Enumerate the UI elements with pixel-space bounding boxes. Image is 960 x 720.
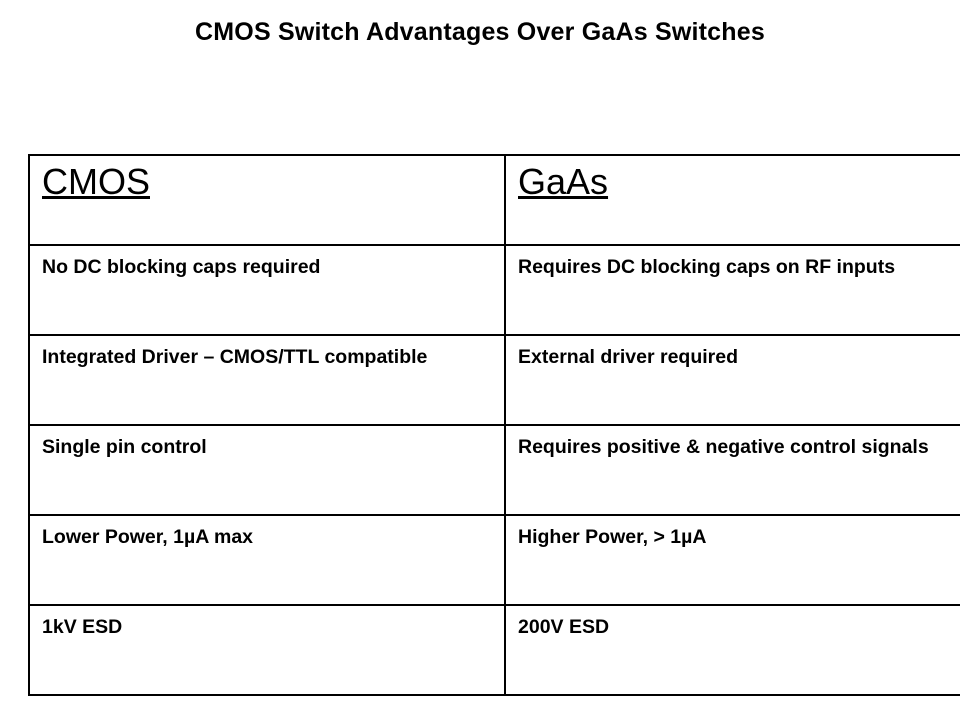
table-cell-cmos: Lower Power, 1µA max xyxy=(29,515,505,605)
table-row xyxy=(29,335,960,425)
table-cell-gaas: Requires DC blocking caps on RF inputs xyxy=(505,245,960,335)
table-cell-gaas: External driver required xyxy=(505,335,960,425)
table-cell-cmos: No DC blocking caps required xyxy=(29,245,505,335)
table-header-label-cmos: CMOS xyxy=(42,161,150,202)
table-cell-gaas: 200V ESD xyxy=(505,605,960,695)
table-cell-gaas: Requires positive & negative control signals xyxy=(505,425,960,515)
table-cell-cmos: 1kV ESD xyxy=(29,605,505,695)
table-cell-cmos: Integrated Driver – CMOS/TTL compatible xyxy=(29,335,505,425)
table-header-label-gaas: GaAs xyxy=(518,161,609,202)
table-row xyxy=(29,245,960,335)
page-title: CMOS Switch Advantages Over GaAs Switches xyxy=(195,18,765,46)
comparison-table-container xyxy=(28,154,932,696)
comparison-table xyxy=(28,154,960,696)
table-row xyxy=(29,425,960,515)
table-header-cell-cmos xyxy=(29,155,505,245)
table-cell-gaas: Higher Power, > 1µA xyxy=(505,515,960,605)
table-cell-cmos: Single pin control xyxy=(29,425,505,515)
table-header-cell-gaas xyxy=(505,155,960,245)
table-row xyxy=(29,605,960,695)
table-row xyxy=(29,515,960,605)
table-header-row xyxy=(29,155,960,245)
